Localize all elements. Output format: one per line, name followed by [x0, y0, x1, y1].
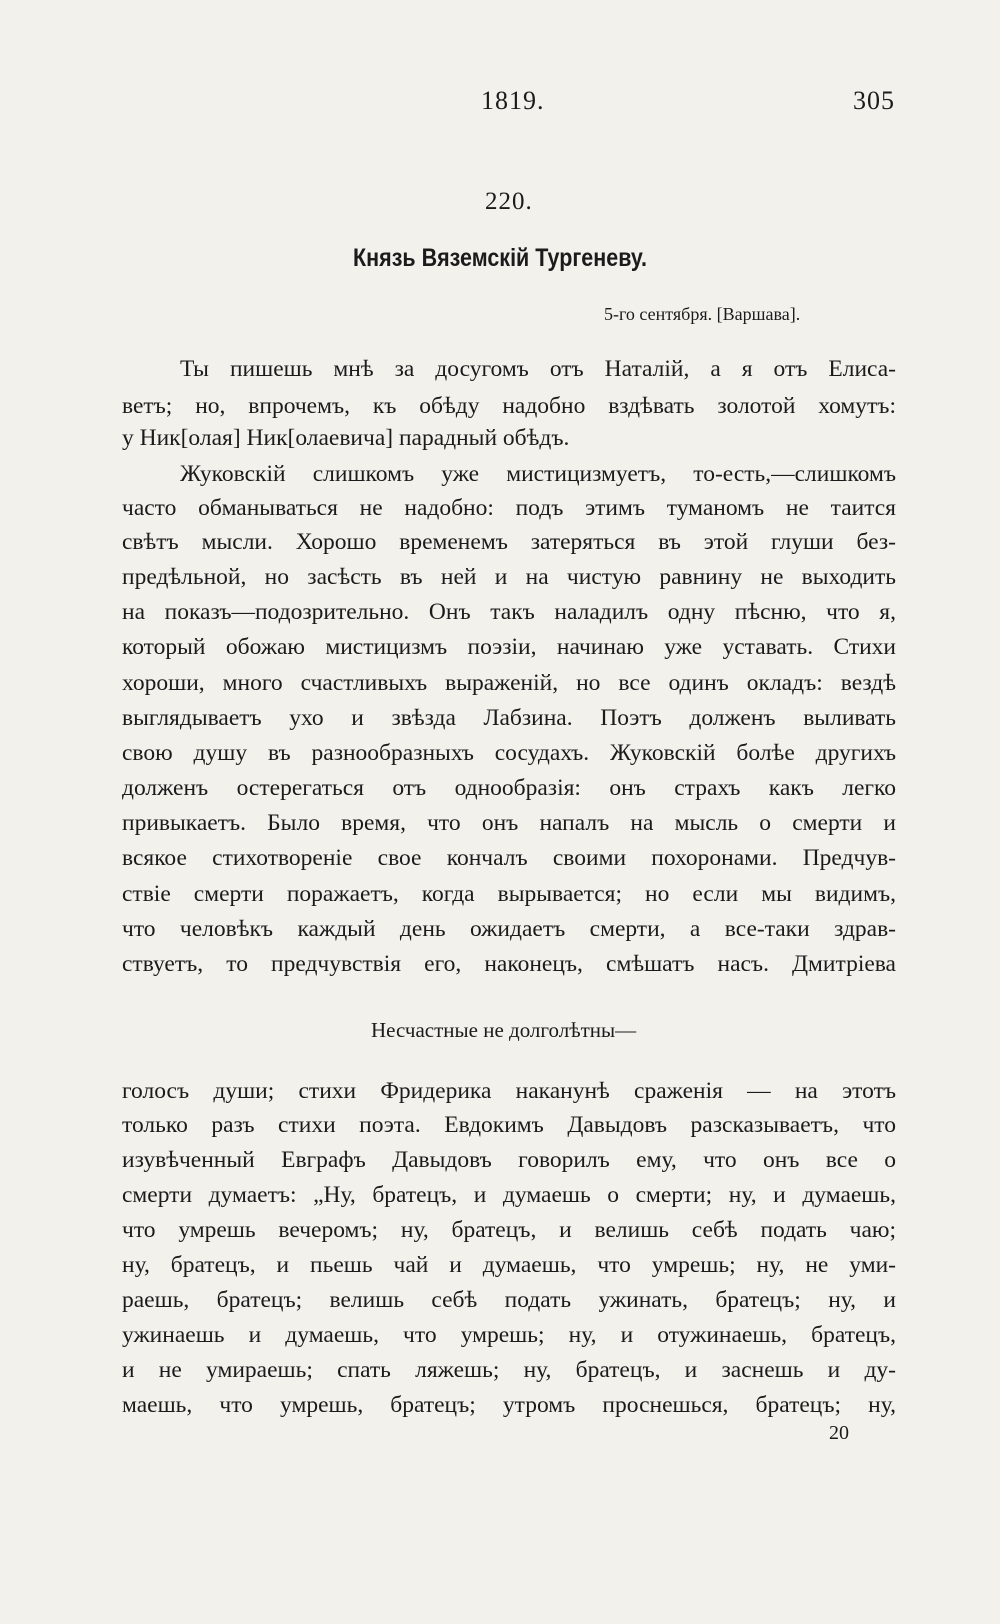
text-line: свѣтъ мысли. Хорошо временемъ затеряться въ этой глуши без-: [122, 529, 896, 555]
text-line: что человѣкъ каждый день ожидаетъ смерти, а все-таки здрав-: [122, 916, 896, 942]
letter-dateline: 5-го сентября. [Варшава].: [604, 304, 801, 324]
quoted-verse-line: Несчастные не долголѣтны—: [371, 1018, 637, 1042]
text-line: долженъ остерегаться отъ однообразія: онъ страхъ какъ легко: [122, 775, 896, 801]
text-line: у Ник[олая] Ник[олаевича] парадный обѣдъ.: [122, 425, 570, 451]
text-line: что умрешь вечеромъ; ну, братецъ, и велишь себѣ подать чаю;: [122, 1217, 896, 1243]
letter-title: Князь Вяземскій Тургеневу.: [353, 244, 647, 272]
text-line: Жуковскій слишкомъ уже мистицизмуетъ, то-есть,—слишкомъ: [180, 461, 896, 487]
page-number: 305: [853, 86, 895, 115]
text-line: ужинаешь и думаешь, что умрешь; ну, и отужинаешь, братецъ,: [122, 1322, 896, 1348]
text-line: ветъ; но, впрочемъ, къ обѣду надобно вздѣвать золотой хомутъ:: [122, 393, 896, 419]
text-line: на показъ—подозрительно. Онъ такъ наладилъ одну пѣсню, что я,: [122, 599, 896, 625]
text-line: ствіе смерти поражаетъ, когда вырывается; но если мы видимъ,: [122, 881, 896, 907]
text-line: ствуетъ, то предчувствія его, наконецъ, смѣшатъ насъ. Дмитріева: [122, 951, 896, 977]
text-line: хороши, много счастливыхъ выраженій, но все одинъ окладъ: вездѣ: [122, 670, 896, 696]
letter-number: 220.: [485, 188, 533, 215]
text-line: который обожаю мистицизмъ поэзіи, начинаю уже уставать. Стихи: [122, 634, 896, 660]
text-line: часто обманываться не надобно: подъ этимъ туманомъ не таится: [122, 495, 896, 521]
text-line: смерти думаетъ: „Ну, братецъ, и думаешь о смерти; ну, и думаешь,: [122, 1182, 896, 1208]
printer-signature-mark: 20: [829, 1422, 849, 1444]
text-line: предѣльной, но засѣсть въ ней и на чистую равнину не выходить: [122, 564, 896, 590]
text-line: раешь, братецъ; велишь себѣ подать ужинать, братецъ; ну, и: [122, 1287, 896, 1313]
text-line: выглядываетъ ухо и звѣзда Лабзина. Поэтъ долженъ выливать: [122, 705, 896, 731]
text-line: изувѣченный Евграфъ Давыдовъ говорилъ ему, что онъ все о: [122, 1147, 896, 1173]
text-line: всякое стихотвореніе свое кончалъ своими похоронами. Предчув-: [122, 845, 896, 871]
text-line: голосъ души; стихи Фридерика наканунѣ сраженія — на этотъ: [122, 1078, 896, 1104]
text-line: маешь, что умрешь, братецъ; утромъ проснешься, братецъ; ну,: [122, 1392, 896, 1418]
text-line: Ты пишешь мнѣ за досугомъ отъ Наталій, а я отъ Елиса-: [180, 356, 896, 382]
text-line: и не умираешь; спать ляжешь; ну, братецъ, и заснешь и ду-: [122, 1357, 896, 1383]
text-line: свою душу въ разнообразныхъ сосудахъ. Жуковскій болѣе другихъ: [122, 740, 896, 766]
running-head-year: 1819.: [481, 86, 545, 115]
text-line: только разъ стихи поэта. Евдокимъ Давыдовъ разсказываетъ, что: [122, 1112, 896, 1138]
text-line: привыкаетъ. Было время, что онъ напалъ на мысль о смерти и: [122, 810, 896, 836]
text-line: ну, братецъ, и пьешь чай и думаешь, что умрешь; ну, не уми-: [122, 1252, 896, 1278]
